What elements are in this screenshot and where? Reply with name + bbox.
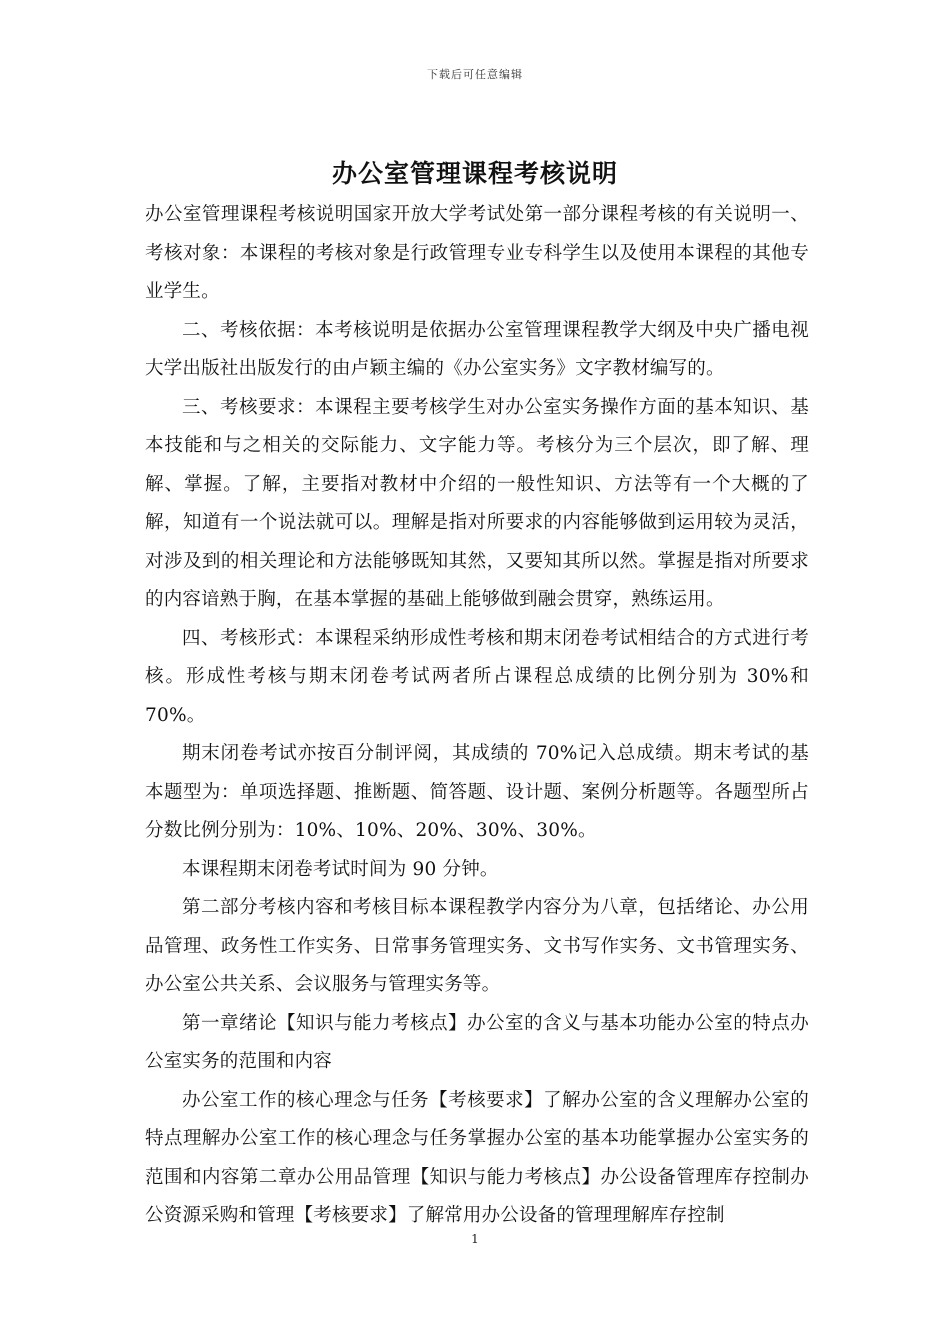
page-number: 1 [471,1232,479,1246]
paragraph-5: 期末闭卷考试亦按百分制评阅，其成绩的 70%记入总成绩。期末考试的基本题型为：单项选择题、推断题、简答题、设计题、案例分析题等。各题型所占分数比例分别为：10%、10%、20%、30%、30%。 [145,743,809,841]
document-title: 办公室管理课程考核说明 [331,159,618,188]
paragraph-4: 四、考核形式：本课程采纳形成性考核和期末闭卷考试相结合的方式进行考核。形成性考核与期末闭卷考试两者所占课程总成绩的比例分别为 30%和 70%。 [145,627,809,726]
paragraph-2: 二、考核依据：本考核说明是依据办公室管理课程教学大纲及中央广播电视大学出版社出版发行的由卢颖主编的《办公室实务》文字教材编写的。 [145,319,809,379]
paragraph-6: 本课程期末闭卷考试时间为 90 分钟。 [182,858,499,880]
paragraph-3: 三、考核要求：本课程主要考核学生对办公室实务操作方面的基本知识、基本技能和与之相关的交际能力、文字能力等。考核分为三个层次，即了解、理解、掌握。了解，主要指对教材中介绍的一般性知识、方法等有一个大概的了解，知道有一个说法就可以。理解是指对所要求的内容能够做到运用较为灵活，对涉及到的相关理论和方法能够既知其然，又要知其所以然。掌握是指对所要求的内容谙熟于胸，在基本掌握的基础上能够做到融会贯穿，熟练运用。 [145,396,809,610]
paragraph-8: 第一章绪论【知识与能力考核点】办公室的含义与基本功能办公室的特点办公室实务的范围和内容 [145,1012,809,1072]
paragraph-9: 办公室工作的核心理念与任务【考核要求】了解办公室的含义理解办公室的特点理解办公室工作的核心理念与任务掌握办公室的基本功能掌握办公室实务的范围和内容第二章办公用品管理【知识与能力考核点】办公设备管理库存控制办公资源采购和管理【考核要求】了解常用办公设备的管理理解库存控制 [145,1089,809,1226]
header-note: 下载后可任意编辑 [427,68,523,81]
paragraph-7: 第二部分考核内容和考核目标本课程教学内容分为八章，包括绪论、办公用品管理、政务性工作实务、日常事务管理实务、文书写作实务、文书管理实务、办公室公共关系、会议服务与管理实务等。 [145,897,809,995]
document-body [145,196,809,1236]
paragraph-1: 办公室管理课程考核说明国家开放大学考试处第一部分课程考核的有关说明一、考核对象：本课程的考核对象是行政管理专业专科学生以及使用本课程的其他专业学生。 [145,204,809,302]
